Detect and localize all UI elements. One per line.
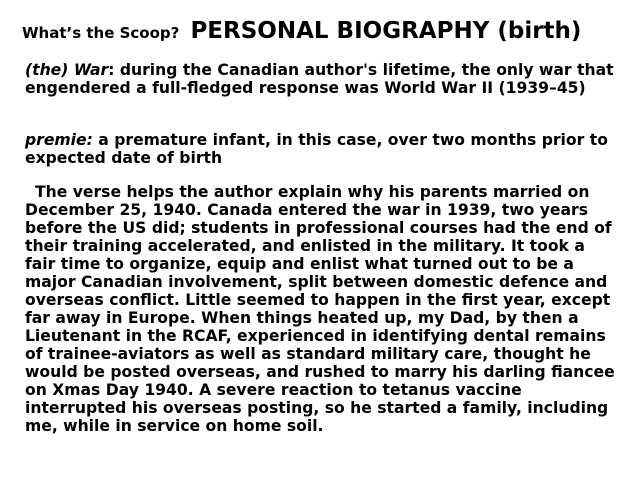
definition-war: [25, 61, 620, 97]
definition-term: premie:: [25, 131, 93, 149]
definition-text: : during the Canadian author's lifetime, the only war that engendered a full-fledged response was World War II (1939–45): [25, 61, 614, 97]
page-header: [22, 18, 581, 44]
explanation-paragraph: The verse helps the author explain why his parents married on December 25, 1940. Canada entered the war in 1939, two years before the US did; students in professional courses had the end of their training accelerated, and enlisted in the military. It took a fair time to organize, equip and enlist what turned out to be a major Canadian involvement, split between domestic defence and overseas conflict. Little seemed to happen in the first year, except far away in Europe. When things heated up, my Dad, by then a Lieutenant in the RCAF, experienced in identifying dental remains of trainee-aviators as well as standard military care, thought he would be posted overseas, and rushed to marry his darling fiancee on Xmas Day 1940. A severe reaction to tetanus vaccine interrupted his overseas posting, so he started a family, including me, while in service on home soil.: [25, 183, 615, 435]
definition-term: War: [73, 61, 109, 79]
definition-text: a premature infant, in this case, over two months prior to expected date of birth: [25, 131, 608, 167]
scoop-label: What’s the Scoop?: [22, 24, 180, 42]
definition-term-prefix: (the): [25, 61, 74, 79]
definition-premie: [25, 131, 620, 167]
page-title: PERSONAL BIOGRAPHY (birth): [190, 18, 582, 44]
